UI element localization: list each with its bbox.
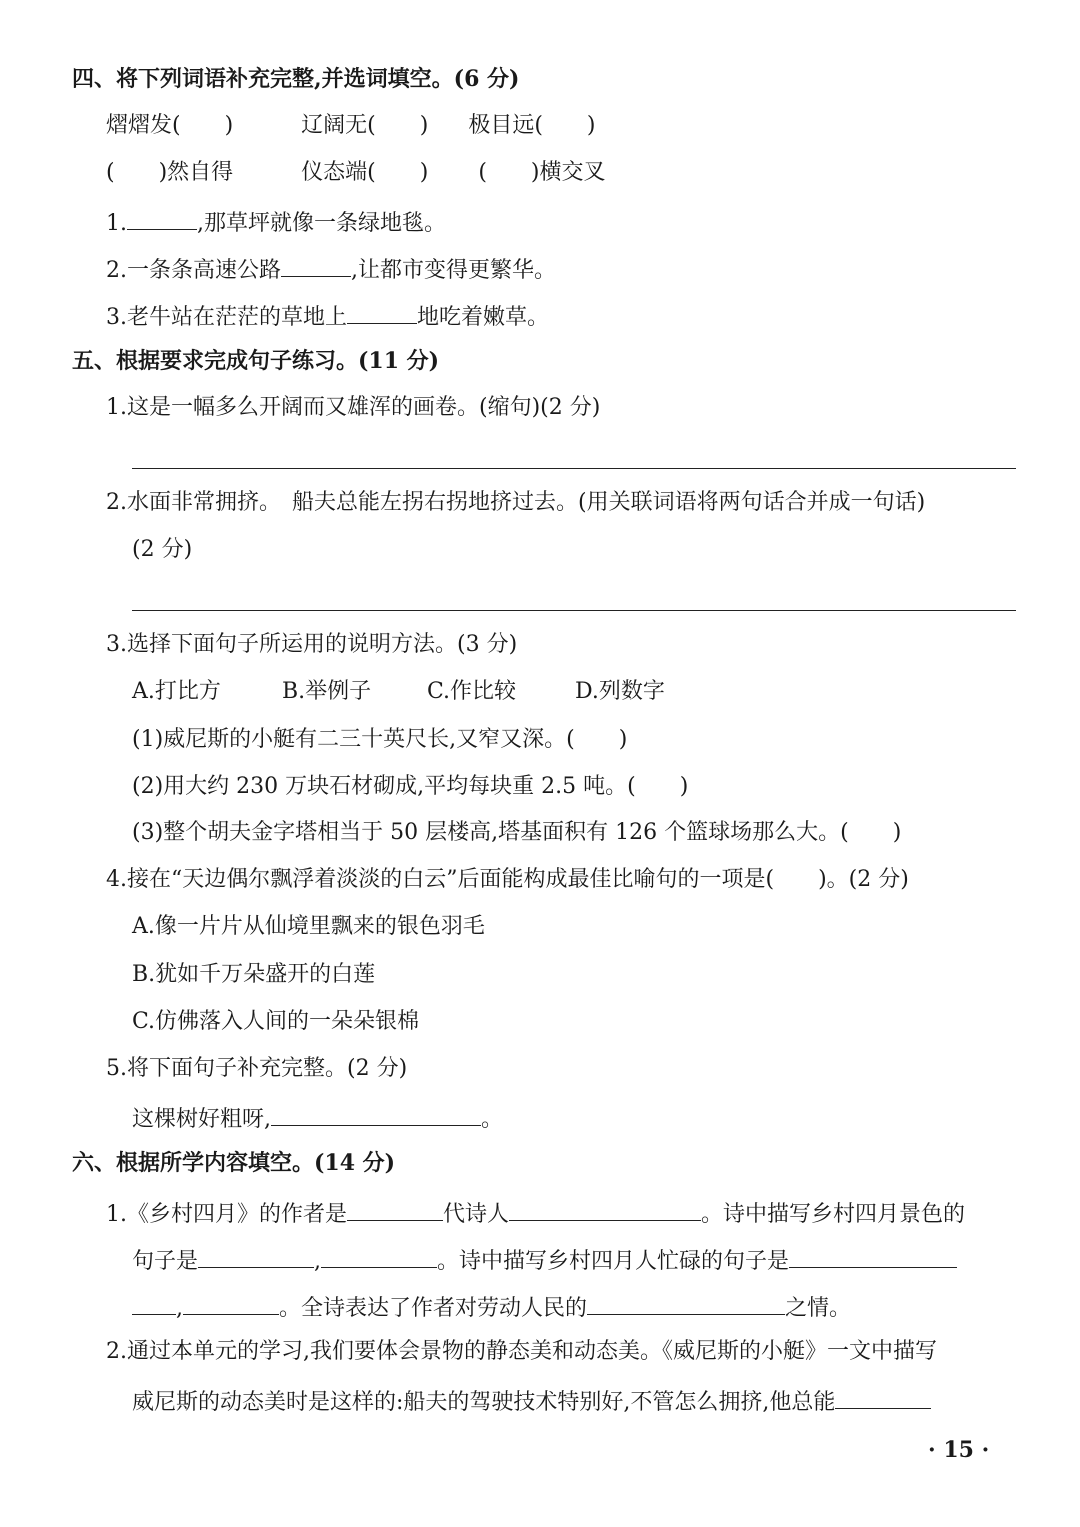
sec4-question-3 <box>106 299 549 333</box>
q-text: 这棵树好粗呀, <box>132 1107 271 1132</box>
q-number: 1. <box>106 211 127 236</box>
sec5-question-4: 4.接在“天边偶尔飘浮着淡淡的白云”后面能构成最佳比喻句的一项是( )。(2 分) <box>106 867 909 892</box>
answer-blank[interactable] <box>271 1101 481 1126</box>
sec6-question-1-line-3 <box>132 1290 851 1324</box>
option: D.列数字 <box>575 679 665 704</box>
q3-item-1: (1)威尼斯的小艇有二三十英尺长,又窄又深。( ) <box>132 727 628 752</box>
q4-option-b: B.犹如千万朵盛开的白莲 <box>132 962 376 987</box>
section-6-title: 六、根据所学内容填空。(14 分) <box>72 1150 396 1176</box>
sec6-question-2-line-2 <box>132 1384 931 1418</box>
option: A.打比方 <box>132 679 221 704</box>
q-text: 。全诗表达了作者对劳动人民的 <box>279 1296 588 1321</box>
word-item: 仪态端( ) <box>301 160 429 185</box>
sec4-question-2 <box>106 252 556 286</box>
word-row-1 <box>106 111 596 141</box>
q-text: , <box>176 1296 183 1321</box>
sec5-question-2: 2.水面非常拥挤。 船夫总能左拐右拐地挤过去。(用关联词语将两句话合并成一句话) <box>106 490 926 515</box>
answer-blank[interactable] <box>132 1290 176 1315</box>
sec5-question-5: 5.将下面句子补充完整。(2 分) <box>106 1056 408 1081</box>
word-row-2 <box>106 158 606 188</box>
q-text: 威尼斯的动态美时是这样的:船夫的驾驶技术特别好,不管怎么拥挤,他总能 <box>132 1390 836 1415</box>
sec5-question-1: 1.这是一幅多么开阔而又雄浑的画卷。(缩句)(2 分) <box>106 395 601 420</box>
option: B.举例子 <box>282 679 372 704</box>
word-item: ( )横交叉 <box>478 160 606 185</box>
sec6-question-1-line-2 <box>132 1243 957 1277</box>
sec4-question-1 <box>106 205 446 239</box>
sec6-question-1-line-1 <box>106 1196 965 1230</box>
q-text: 3.老牛站在茫茫的草地上 <box>106 305 347 330</box>
word-item: ( )然自得 <box>106 160 234 185</box>
q5-sentence <box>132 1101 503 1135</box>
q-text: 。 <box>481 1107 504 1132</box>
word-item: 熠熠发( ) <box>106 113 234 138</box>
q-text: 2.一条条高速公路 <box>106 258 281 283</box>
answer-blank[interactable] <box>789 1243 957 1268</box>
q-text: 。诗中描写乡村四月景色的 <box>701 1202 966 1227</box>
q-text: ,那草坪就像一条绿地毯。 <box>197 211 446 236</box>
answer-blank[interactable] <box>587 1290 785 1315</box>
word-item: 辽阔无( ) <box>301 113 429 138</box>
answer-blank[interactable] <box>127 205 197 230</box>
answer-blank[interactable] <box>509 1196 701 1221</box>
q-text: 1.《乡村四月》的作者是 <box>106 1202 347 1227</box>
q3-options <box>132 677 665 707</box>
q4-option-a: A.像一片片从仙境里飘来的银色羽毛 <box>132 914 485 939</box>
q-text: 之情。 <box>785 1296 852 1321</box>
q-text: ,让都市变得更繁华。 <box>351 258 556 283</box>
answer-blank[interactable] <box>281 252 351 277</box>
answer-line[interactable] <box>132 468 1016 469</box>
answer-line[interactable] <box>132 610 1016 611</box>
answer-blank[interactable] <box>198 1243 314 1268</box>
sec5-question-3: 3.选择下面句子所运用的说明方法。(3 分) <box>106 632 518 657</box>
sec5-question-2-score: (2 分) <box>132 537 193 562</box>
sec6-question-2-line-1: 2.通过本单元的学习,我们要体会景物的静态美和动态美。《威尼斯的小艇》一文中描写 <box>106 1339 937 1364</box>
q-text: 地吃着嫩草。 <box>417 305 550 330</box>
q-text: , <box>314 1249 322 1274</box>
answer-blank[interactable] <box>347 299 417 324</box>
section-5-title: 五、根据要求完成句子练习。(11 分) <box>72 348 440 374</box>
answer-blank[interactable] <box>835 1384 931 1409</box>
answer-blank[interactable] <box>321 1243 437 1268</box>
page-number: · 15 · <box>928 1437 990 1463</box>
q-text: 代诗人 <box>443 1202 510 1227</box>
answer-blank[interactable] <box>183 1290 279 1315</box>
answer-blank[interactable] <box>347 1196 443 1221</box>
q3-item-3: (3)整个胡夫金字塔相当于 50 层楼高,塔基面积有 126 个篮球场那么大。( ) <box>132 820 902 845</box>
word-item: 极目远( ) <box>468 113 596 138</box>
q-text: 。诗中描写乡村四月人忙碌的句子是 <box>437 1249 790 1274</box>
option: C.作比较 <box>427 679 517 704</box>
q-text: 句子是 <box>132 1249 199 1274</box>
q3-item-2: (2)用大约 230 万块石材砌成,平均每块重 2.5 吨。( ) <box>132 774 689 799</box>
q4-option-c: C.仿佛落入人间的一朵朵银棉 <box>132 1009 420 1034</box>
section-4-title: 四、将下列词语补充完整,并选词填空。(6 分) <box>72 66 520 92</box>
